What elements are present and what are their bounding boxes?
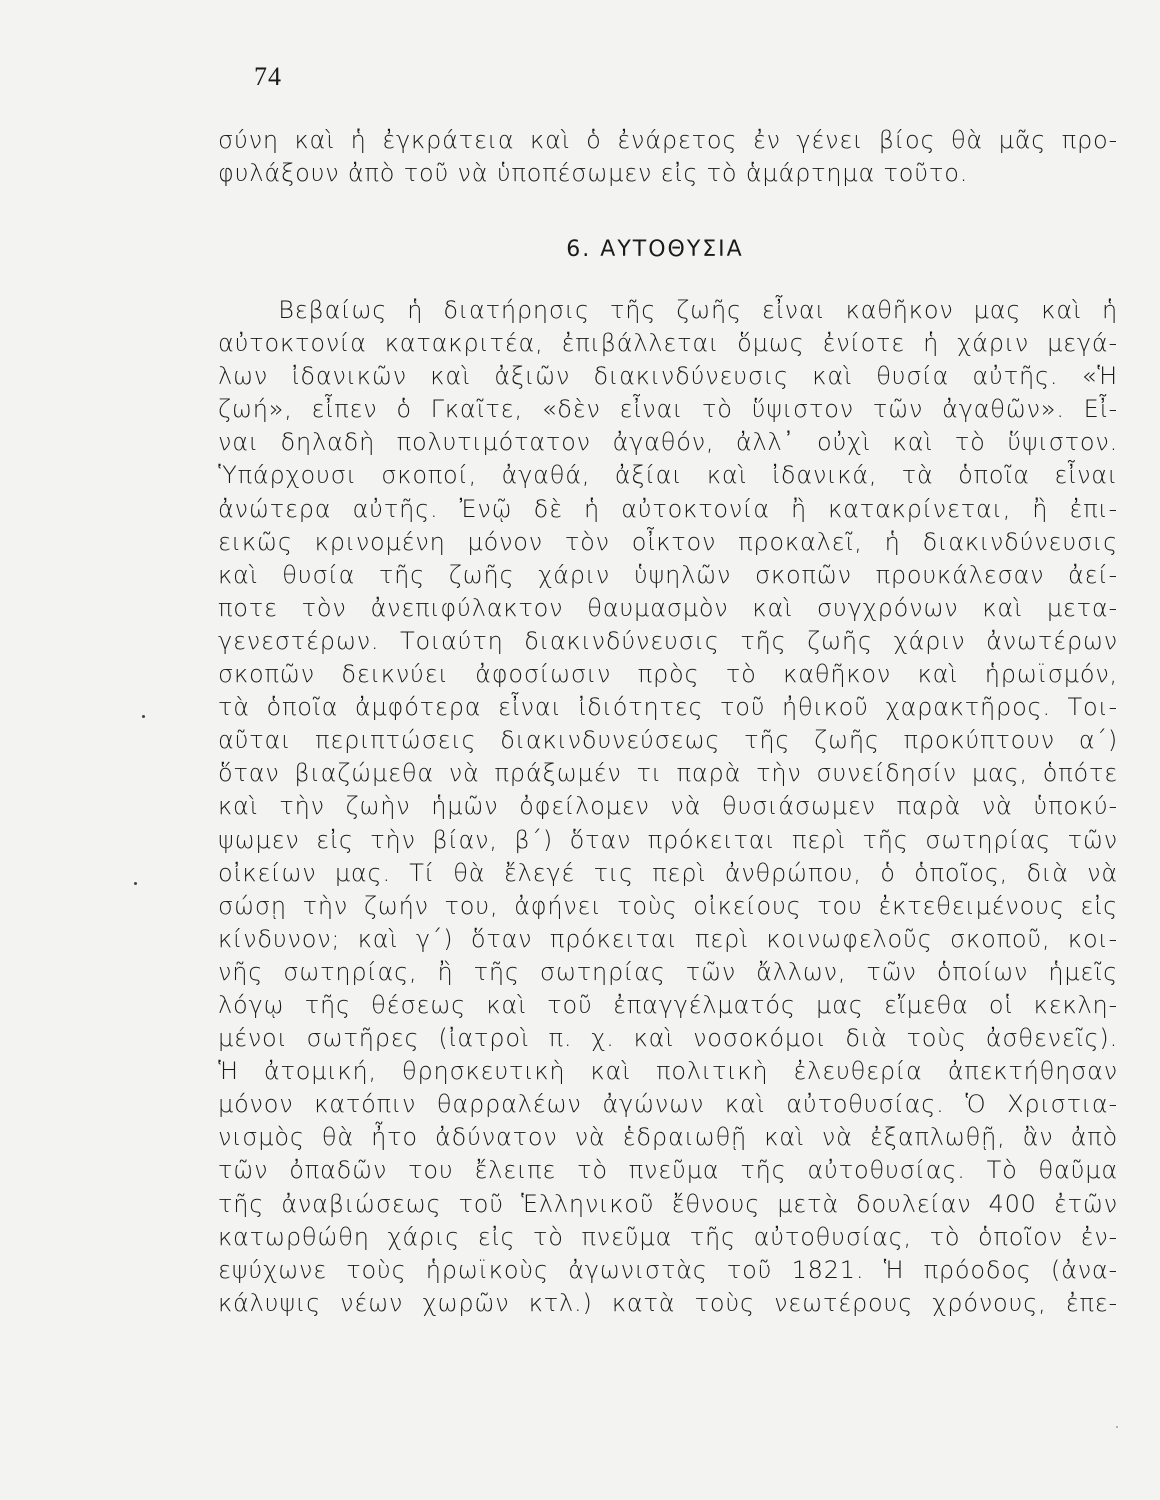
scan-speck xyxy=(1116,1426,1118,1428)
text-line: ζωή», εἶπεν ὁ Γκαῖτε, «δὲν εἶναι τὸ ὕψιστον τῶν ἀγαθῶν». Εἶ- xyxy=(218,395,1118,424)
text-line: γενεστέρων. Τοιαύτη διακινδύνευσις τῆς ζωῆς χάριν ἀνωτέρων xyxy=(218,626,1118,655)
text-line: εικῶς κρινομένη μόνον τὸν οἶκτον προκαλεῖ, ἡ διακινδύνευσις xyxy=(218,527,1118,556)
text-line: οἰκείων μας. Τί θὰ ἔλεγέ τις περὶ ἀνθρώπου, ὁ ὁποῖος, διὰ νὰ xyxy=(218,858,1118,887)
text-line: ψωμεν εἰς τὴν βίαν, β΄) ὅταν πρόκειται περὶ τῆς σωτηρίας τῶν xyxy=(218,825,1118,854)
page-number: 74 xyxy=(254,62,282,91)
text-line: νῆς σωτηρίας, ἢ τῆς σωτηρίας τῶν ἄλλων, τῶν ὁποίων ἡμεῖς xyxy=(218,957,1118,986)
text-line: αῦται περιπτώσεις διακινδυνεύσεως τῆς ζωῆς προκύπτουν α΄) xyxy=(218,726,1118,755)
text-line: κίνδυνον; καὶ γ΄) ὅταν πρόκειται περὶ κοινωφελοῦς σκοποῦ, κοι- xyxy=(218,924,1118,953)
text-line: κάλυψις νέων χωρῶν κτλ.) κατὰ τοὺς νεωτέρους χρόνους, ἐπε- xyxy=(218,1288,1118,1317)
text-line: μόνον κατόπιν θαρραλέων ἀγώνων καὶ αὐτοθυσίας. Ὁ Χριστια- xyxy=(218,1090,1118,1119)
text-line: Βεβαίως ἡ διατήρησις τῆς ζωῆς εἶναι καθῆκον μας καὶ ἡ xyxy=(218,296,1118,324)
body-paragraph xyxy=(218,294,1118,1320)
text-line: τῶν ὀπαδῶν του ἔλειπε τὸ πνεῦμα τῆς αὐτοθυσίας. Τὸ θαῦμα xyxy=(218,1156,1118,1185)
text-line: φυλάξουν ἀπὸ τοῦ νὰ ὑποπέσωμεν εἰς τὸ ἁμάρτημα τοῦτο. xyxy=(218,159,969,188)
scan-speck xyxy=(134,882,137,885)
text-line: σύνη καὶ ἡ ἐγκράτεια καὶ ὁ ἐνάρετος ἐν γένει βίος θὰ μᾶς προ- xyxy=(218,126,1118,154)
text-line: καὶ θυσία τῆς ζωῆς χάριν ὑψηλῶν σκοπῶν προυκάλεσαν ἀεί- xyxy=(218,560,1118,589)
text-line: εψύχωνε τοὺς ἡρωϊκοὺς ἀγωνιστὰς τοῦ 1821. Ἡ πρόοδος (ἀνα- xyxy=(218,1255,1118,1284)
intro-paragraph xyxy=(218,124,1118,190)
text-line: αὐτοκτονία κατακριτέα, ἐπιβάλλεται ὅμως ἐνίοτε ἡ χάριν μεγά- xyxy=(218,329,1118,358)
text-line: λόγῳ τῆς θέσεως καὶ τοῦ ἐπαγγέλματός μας εἴμεθα οἱ κεκλη- xyxy=(218,990,1118,1019)
text-line: λων ἰδανικῶν καὶ ἀξιῶν διακινδύνευσις καὶ θυσία αὐτῆς. «Ἡ xyxy=(218,362,1118,391)
scan-speck xyxy=(142,715,145,718)
text-line: σώσῃ τὴν ζωήν του, ἀφήνει τοὺς οἰκείους του ἐκτεθειμένους εἰς xyxy=(218,891,1118,920)
text-line: τὰ ὁποῖα ἀμφότερα εἶναι ἰδιότητες τοῦ ἠθικοῦ χαρακτῆρος. Τοι- xyxy=(218,693,1118,722)
text-line: ἀνώτερα αὐτῆς. Ἐνῷ δὲ ἡ αὐτοκτονία ἢ κατακρίνεται, ἢ ἐπι- xyxy=(218,494,1118,523)
text-line: ποτε τὸν ἀνεπιφύλακτον θαυμασμὸν καὶ συγχρόνων καὶ μετα- xyxy=(218,593,1118,622)
text-line: καὶ τὴν ζωὴν ἡμῶν ὀφείλομεν νὰ θυσιάσωμεν παρὰ νὰ ὑποκύ- xyxy=(218,792,1118,821)
text-line: νισμὸς θὰ ἦτο ἀδύνατον νὰ ἑδραιωθῇ καὶ νὰ ἐξαπλωθῇ, ἂν ἀπὸ xyxy=(218,1123,1118,1152)
text-line: Ἡ ἀτομική, θρησκευτικὴ καὶ πολιτικὴ ἐλευθερία ἀπεκτήθησαν xyxy=(218,1057,1118,1086)
text-line: ναι δηλαδὴ πολυτιμότατον ἀγαθόν, ἀλλ᾿ οὐχὶ καὶ τὸ ὕψιστον. xyxy=(218,428,1118,457)
text-line: Ὑπάρχουσι σκοποί, ἀγαθά, ἀξίαι καὶ ἰδανικά, τὰ ὁποῖα εἶναι xyxy=(218,461,1118,490)
text-line: ὅταν βιαζώμεθα νὰ πράξωμέν τι παρὰ τὴν συνείδησίν μας, ὁπότε xyxy=(218,759,1118,788)
text-line: μένοι σωτῆρες (ἰατροὶ π. χ. καὶ νοσοκόμοι διὰ τοὺς ἀσθενεῖς). xyxy=(218,1024,1118,1053)
text-line: σκοπῶν δεικνύει ἀφοσίωσιν πρὸς τὸ καθῆκον καὶ ἡρωϊσμόν, xyxy=(218,660,1118,689)
section-heading: 6. ΑΥΤΟΘΥΣΙΑ xyxy=(566,237,744,262)
text-line: τῆς ἀναβιώσεως τοῦ Ἑλληνικοῦ ἔθνους μετὰ δουλείαν 400 ἐτῶν xyxy=(218,1189,1118,1218)
text-line: κατωρθώθη χάρις εἰς τὸ πνεῦμα τῆς αὐτοθυσίας, τὸ ὁποῖον ἐν- xyxy=(218,1222,1118,1251)
